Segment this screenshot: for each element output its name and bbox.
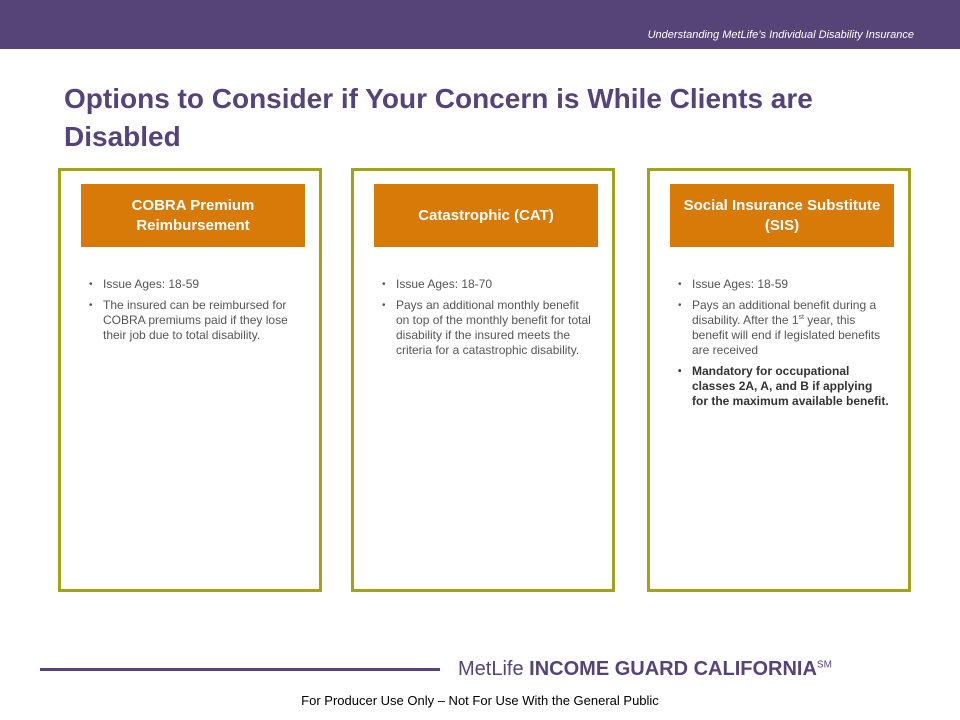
bullet-item: • Pays an additional monthly benefit on top of the monthly benefit for total disability if the insured meets the criteria for a catastrophic disability. xyxy=(382,298,591,357)
brand-logo: MetLife INCOME GUARD CALIFORNIA℠ xyxy=(458,658,832,680)
document-title: Understanding MetLife’s Individual Disability Insurance xyxy=(647,29,914,41)
option-card-sis xyxy=(647,168,911,592)
bullet-icon: • xyxy=(382,279,386,290)
bullet-list xyxy=(382,277,594,364)
option-card-cobra xyxy=(58,168,322,592)
bullet-item: • Issue Ages: 18-59 xyxy=(89,277,200,291)
footer-disclaimer: For Producer Use Only – Not For Use With the General Public xyxy=(301,693,659,708)
bullet-icon: • xyxy=(678,300,682,311)
bullet-icon: • xyxy=(678,366,682,377)
card-heading: Catastrophic (CAT) xyxy=(374,184,598,247)
bullet-item: • Mandatory for occupational classes 2A, A, and B if applying for the maximum available benefit. xyxy=(678,364,889,408)
bullet-item: • The insured can be reimbursed for COBRA premiums paid if they lose their job due to total disability. xyxy=(89,298,288,342)
bullet-icon: • xyxy=(678,279,682,290)
card-heading: Social Insurance Substitute (SIS) xyxy=(670,184,894,247)
footer-divider xyxy=(40,668,440,671)
bullet-list xyxy=(89,277,301,349)
bullet-item: • Issue Ages: 18-70 xyxy=(382,277,493,291)
bullet-icon: • xyxy=(89,279,93,290)
card-heading: COBRA Premium Reimbursement xyxy=(81,184,305,247)
bullet-list xyxy=(678,277,890,415)
header-bar xyxy=(0,0,960,49)
bullet-item: • Pays an additional benefit during a disability. After the 1st year, this benefit will end if legislated benefits are received xyxy=(678,298,881,357)
option-card-catastrophic xyxy=(351,168,615,592)
bullet-icon: • xyxy=(382,300,386,311)
slide-title: Options to Consider if Your Concern is While Clients are Disabled xyxy=(64,83,813,152)
bullet-item: • Issue Ages: 18-59 xyxy=(678,277,789,291)
bullet-icon: • xyxy=(89,300,93,311)
